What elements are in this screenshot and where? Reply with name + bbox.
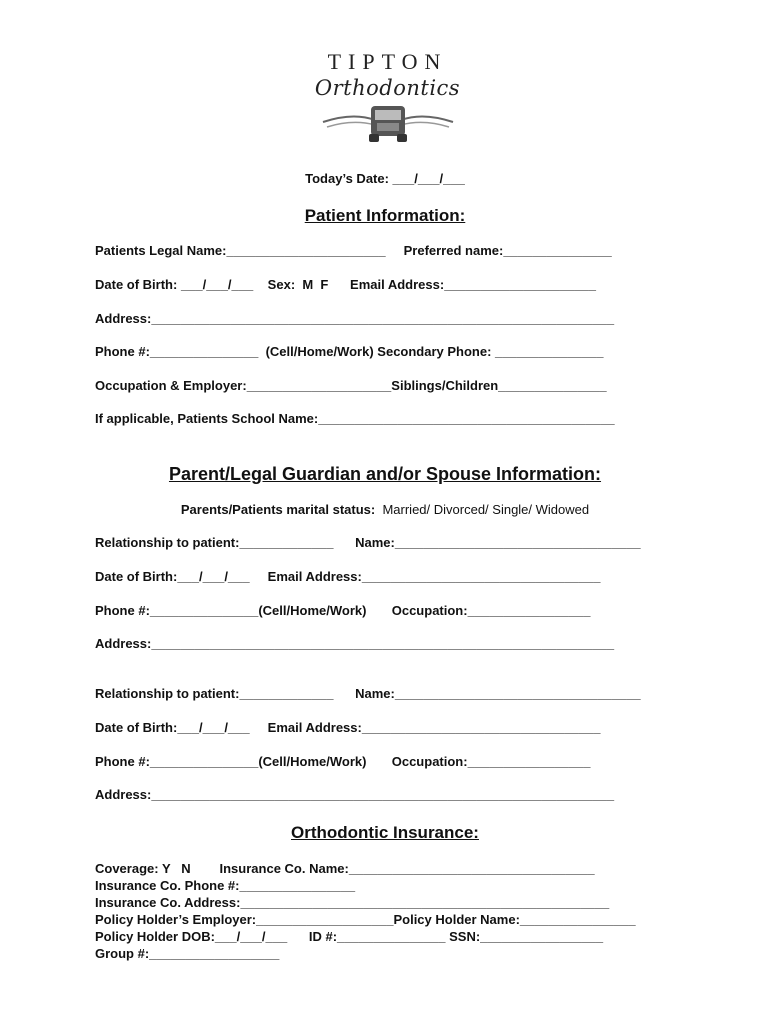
guardian2-phone-line[interactable]: Phone #:_______________(Cell/Home/Work) Occupation:_________________ bbox=[95, 754, 591, 769]
guardian1-dob-line[interactable]: Date of Birth:___/___/___ Email Address:_________________________________ bbox=[95, 569, 601, 584]
patient-school-line[interactable]: If applicable, Patients School Name:_________________________________________ bbox=[95, 411, 615, 426]
tipton-orthodontics-logo bbox=[300, 50, 475, 150]
guardian1-phone-line[interactable]: Phone #:_______________(Cell/Home/Work) Occupation:_________________ bbox=[95, 603, 591, 618]
logo-script-text: Orthodontics bbox=[314, 76, 461, 100]
guardian2-dob-line[interactable]: Date of Birth:___/___/___ Email Address:_________________________________ bbox=[95, 720, 601, 735]
patient-info-heading: Patient Information: bbox=[304, 206, 466, 225]
patient-address-line[interactable]: Address:________________________________________________________________ bbox=[95, 311, 615, 326]
guardian-info-heading: Parent/Legal Guardian and/or Spouse Information: bbox=[168, 464, 602, 484]
patient-dob-line[interactable]: Date of Birth: ___/___/___ Sex: M F Email Address:_____________________ bbox=[95, 277, 597, 292]
insurance-address-line[interactable]: Insurance Co. Address:___________________________________________________ bbox=[95, 895, 610, 910]
patient-occupation-line[interactable]: Occupation & Employer:____________________Siblings/Children_______________ bbox=[95, 378, 607, 393]
guardian2-address-line[interactable]: Address:________________________________________________________________ bbox=[95, 787, 615, 802]
truck-emblem-icon bbox=[313, 100, 463, 144]
insurance-heading: Orthodontic Insurance: bbox=[291, 823, 479, 842]
patient-phone-line[interactable]: Phone #:_______________ (Cell/Home/Work) Secondary Phone: _______________ bbox=[95, 344, 604, 359]
group-number-line[interactable]: Group #:__________________ bbox=[95, 946, 280, 961]
guardian1-relationship-line[interactable]: Relationship to patient:_____________ Name:__________________________________ bbox=[95, 535, 641, 550]
todays-date-field[interactable]: Today’s Date: ___/___/___ bbox=[305, 171, 465, 186]
marital-status-options[interactable]: Married/ Divorced/ Single/ Widowed bbox=[382, 502, 590, 517]
policy-holder-employer-line[interactable]: Policy Holder’s Employer:___________________Policy Holder Name:________________ bbox=[95, 912, 636, 927]
logo-brand-text: TIPTON bbox=[327, 49, 448, 74]
policy-holder-dob-line[interactable]: Policy Holder DOB:___/___/___ ID #:_______________ SSN:_________________ bbox=[95, 929, 604, 944]
insurance-phone-line[interactable]: Insurance Co. Phone #:________________ bbox=[95, 878, 356, 893]
marital-status-label: Parents/Patients marital status: bbox=[180, 502, 376, 517]
patient-name-line[interactable]: Patients Legal Name:______________________ Preferred name:_______________ bbox=[95, 243, 612, 258]
guardian2-relationship-line[interactable]: Relationship to patient:_____________ Name:__________________________________ bbox=[95, 686, 641, 701]
guardian1-address-line[interactable]: Address:________________________________________________________________ bbox=[95, 636, 615, 651]
marital-status-line[interactable] bbox=[0, 502, 770, 517]
insurance-coverage-line[interactable]: Coverage: Y N Insurance Co. Name:__________________________________ bbox=[95, 861, 595, 876]
